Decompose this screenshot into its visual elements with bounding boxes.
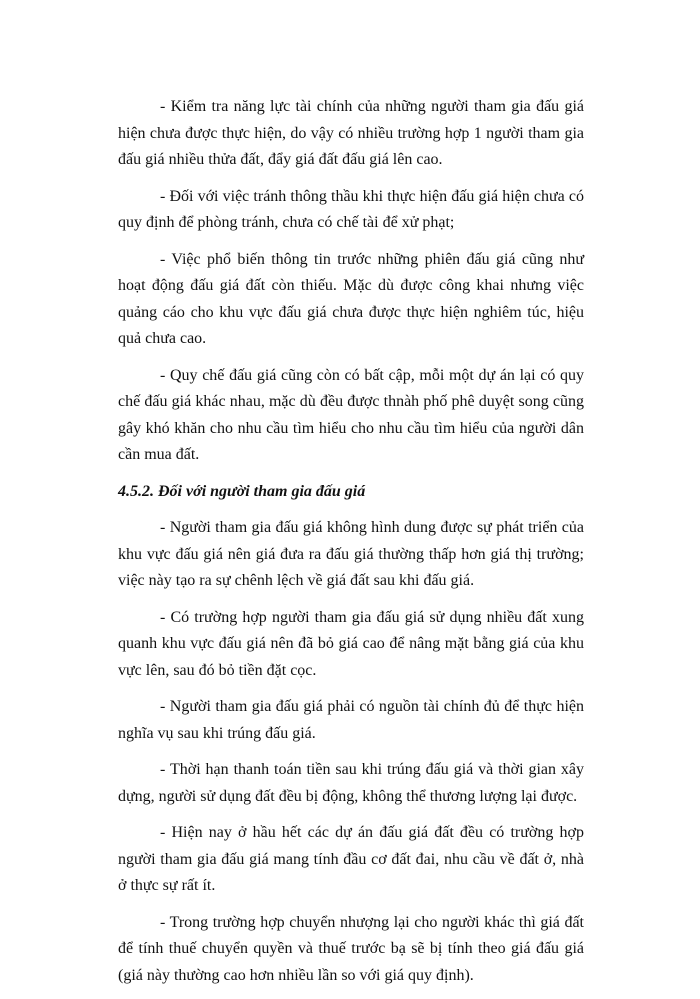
paragraph-payment-deadline: - Thời hạn thanh toán tiền sau khi trúng đấu giá và thời gian xây dựng, người sử dụng đất đều bị động, không thể thương lượng lại được. xyxy=(118,761,584,805)
paragraph-transfer-tax: - Trong trường hợp chuyển nhượng lại cho người khác thì giá đất để tính thuế chuyển quyền và thuế trước bạ sẽ bị tính theo giá đấu giá (giá này thường cao hơn nhiều lần so với giá quy định). xyxy=(118,913,584,984)
paragraph-development-vision: - Người tham gia đấu giá không hình dung được sự phát triển của khu vực đấu giá nên giá đưa ra đấu giá thường thấp hơn giá thị trường; việc này tạo ra sự chênh lệch về giá đất sau khi đấu giá. xyxy=(118,519,584,589)
paragraph-financial-capacity: - Kiểm tra năng lực tài chính của những người tham gia đấu giá hiện chưa được thực hiện, do vậy có nhiều trường hợp 1 người tham gia đấu giá nhiều thửa đất, đẩy giá đất đấu giá lên cao. xyxy=(118,98,584,168)
paragraph-surrounding-land: - Có trường hợp người tham gia đấu giá sử dụng nhiều đất xung quanh khu vực đấu giá nên đã bỏ giá cao để nâng mặt bằng giá của khu vực lên, sau đó bỏ tiền đặt cọc. xyxy=(118,608,584,679)
paragraph-financial-source: - Người tham gia đấu giá phải có nguồn tài chính đủ để thực hiện nghĩa vụ sau khi trúng đấu giá. xyxy=(118,698,584,742)
paragraph-auction-regulations: - Quy chế đấu giá cũng còn có bất cập, mỗi một dự án lại có quy chế đấu giá khác nhau, mặc dù đều được thnàh phố phê duyệt song cũng gây khó khăn cho nhu cầu tìm hiểu cho nhu cầu tìm hiểu của người dân cần mua đất. xyxy=(118,366,584,463)
document-page xyxy=(118,94,584,999)
paragraph-speculation: - Hiện nay ở hầu hết các dự án đấu giá đất đều có trường hợp người tham gia đấu giá mang tính đầu cơ đất đai, nhu cầu về đất ở, nhà ở thực sự rất ít. xyxy=(118,824,584,894)
section-heading: 4.5.2. Đối với người tham gia đấu giá xyxy=(118,482,366,500)
paragraph-information-dissemination: - Việc phổ biến thông tin trước những phiên đấu giá cũng như hoạt động đấu giá đất còn thiếu. Mặc dù được công khai nhưng việc quảng cáo cho khu vực đấu giá chưa được thực hiện nghiêm túc, hiệu quả chưa cao. xyxy=(118,250,584,347)
paragraph-bid-collusion: - Đối với việc tránh thông thầu khi thực hiện đấu giá hiện chưa có quy định để phòng tránh, chưa có chế tài để xử phạt; xyxy=(118,187,584,231)
